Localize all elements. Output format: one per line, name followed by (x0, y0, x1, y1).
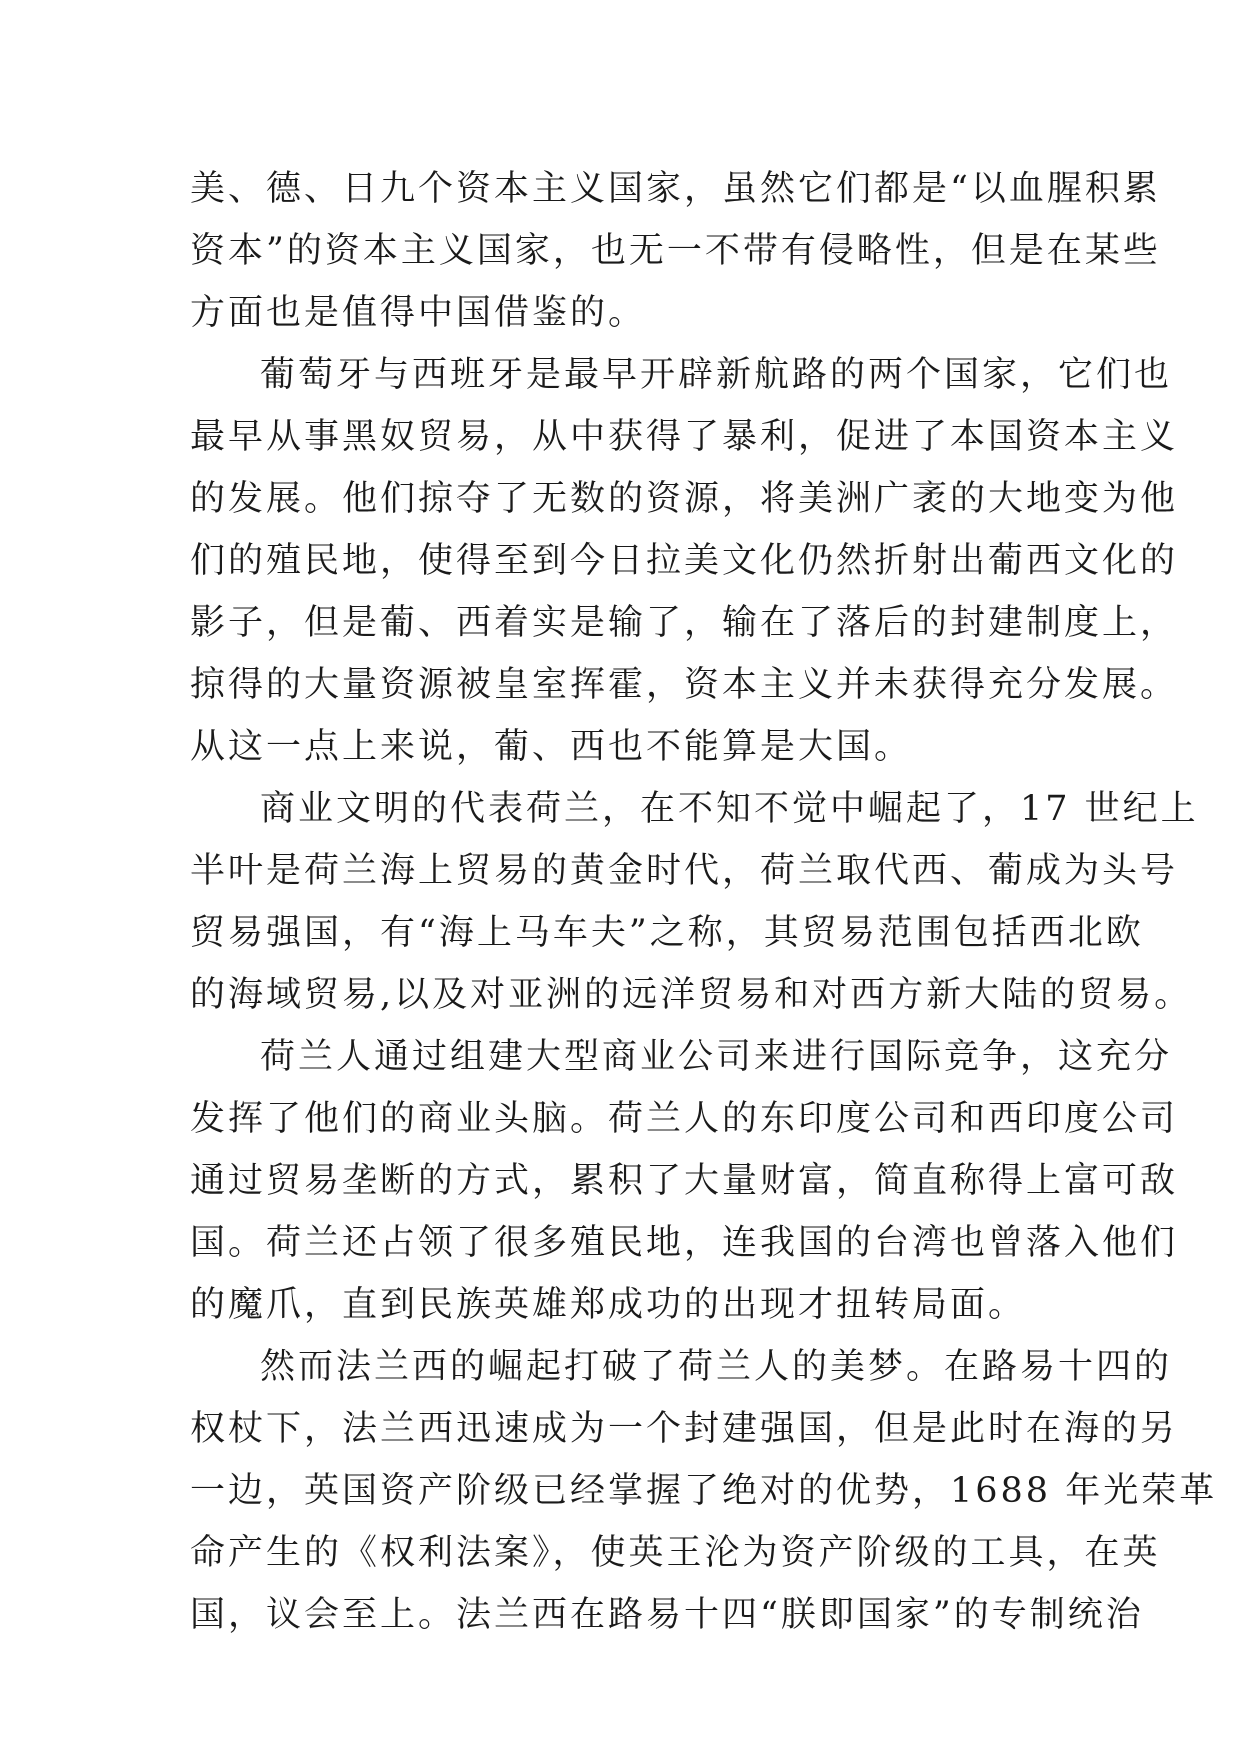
text-line: 最早从事黑奴贸易，从中获得了暴利，促进了本国资本主义 (190, 417, 1179, 457)
text-line: 葡萄牙与西班牙是最早开辟新航路的两个国家，它们也 (260, 355, 1173, 395)
paragraph-5 (190, 1336, 1218, 1646)
text-line: 权杖下，法兰西迅速成为一个封建强国，但是此时在海的另 (190, 1409, 1179, 1449)
text-line: 通过贸易垄断的方式，累积了大量财富，简直称得上富可敌 (190, 1161, 1179, 1201)
paragraph-3 (190, 778, 1199, 1026)
text-line: 的发展。他们掠夺了无数的资源，将美洲广袤的大地变为他 (190, 479, 1179, 519)
text-line: 然而法兰西的崛起打破了荷兰人的美梦。在路易十四的 (260, 1347, 1173, 1387)
text-line: 从这一点上来说，葡、西也不能算是大国。 (190, 727, 913, 767)
text-line: 的魔爪，直到民族英雄郑成功的出现才扭转局面。 (190, 1285, 1027, 1325)
text-line: 掠得的大量资源被皇室挥霍，资本主义并未获得充分发展。 (190, 665, 1179, 705)
text-line: 的海域贸易,以及对亚洲的远洋贸易和对西方新大陆的贸易。 (190, 975, 1193, 1015)
text-line: 发挥了他们的商业头脑。荷兰人的东印度公司和西印度公司 (190, 1099, 1179, 1139)
text-line: 影子，但是葡、西着实是输了，输在了落后的封建制度上， (190, 603, 1179, 643)
text-line: 国，议会至上。法兰西在路易十四“朕即国家”的专制统治 (190, 1595, 1144, 1635)
text-line: 命产生的《权利法案》，使英王沦为资产阶级的工具，在英 (190, 1533, 1161, 1573)
text-line: 资本”的资本主义国家，也无一不带有侵略性，但是在某些 (190, 231, 1161, 271)
text-line: 一边，英国资产阶级已经掌握了绝对的优势，1688 年光荣革 (190, 1471, 1218, 1511)
text-line: 们的殖民地，使得至到今日拉美文化仍然折射出葡西文化的 (190, 541, 1179, 581)
text-line: 荷兰人通过组建大型商业公司来进行国际竞争，这充分 (260, 1037, 1173, 1077)
text-line: 商业文明的代表荷兰，在不知不觉中崛起了，17 世纪上 (260, 789, 1199, 829)
paragraph-2 (190, 344, 1179, 778)
text-line: 美、德、日九个资本主义国家，虽然它们都是“以血腥积累 (190, 169, 1161, 209)
paragraph-1 (190, 158, 1161, 344)
paragraph-4 (190, 1026, 1179, 1336)
text-line: 方面也是值得中国借鉴的。 (190, 293, 647, 333)
body-text (190, 158, 1218, 1646)
text-line: 国。荷兰还占领了很多殖民地，连我国的台湾也曾落入他们 (190, 1223, 1179, 1263)
text-line: 半叶是荷兰海上贸易的黄金时代，荷兰取代西、葡成为头号 (190, 851, 1179, 891)
text-line: 贸易强国，有“海上马车夫”之称，其贸易范围包括西北欧 (190, 913, 1144, 953)
